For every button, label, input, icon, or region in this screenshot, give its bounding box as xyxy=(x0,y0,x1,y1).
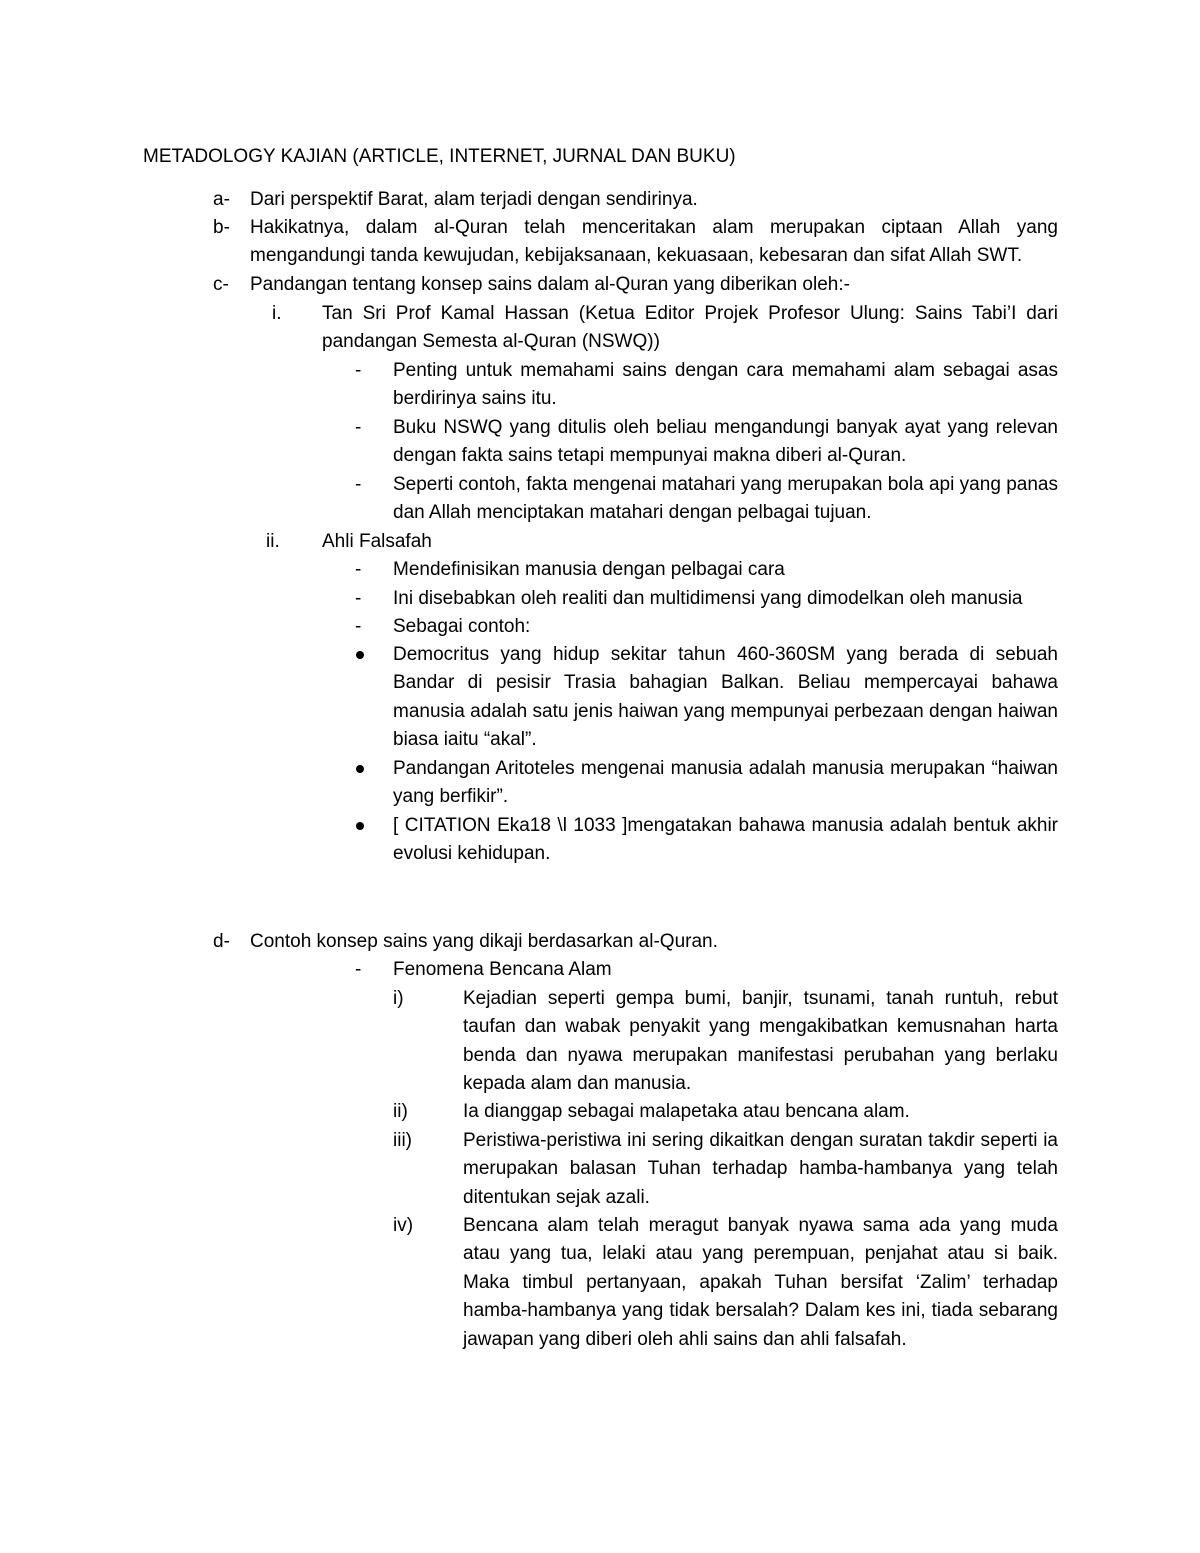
numbered-text: Peristiwa-peristiwa ini sering dikaitkan dengan suratan takdir seperti ia merupakan balasan Tuhan terhadap hamba-hambanya yang telah ditentukan sejak azali. xyxy=(463,1130,1058,1208)
bullet-dot-icon xyxy=(356,822,364,830)
numbered-marker: iii) xyxy=(393,1130,412,1151)
point-text: Mendefinisikan manusia dengan pelbagai cara xyxy=(393,559,785,580)
dash-marker: - xyxy=(355,616,362,637)
sub-item-marker: i. xyxy=(272,303,282,324)
item-marker: c- xyxy=(213,274,229,295)
numbered-marker: ii) xyxy=(393,1101,408,1122)
numbered-marker: i) xyxy=(393,988,404,1009)
numbered-text: Bencana alam telah meragut banyak nyawa sama ada yang muda atau yang tua, lelaki atau yang perempuan, penjahat atau si baik. Maka timbul pertanyaan, apakah Tuhan bersifat ‘Zalim’ terhadap hamba-hambanya yang tidak bersalah? Dalam kes ini, tiada sebarang jawapan yang diberi oleh ahli sains dan ahli falsafah. xyxy=(463,1215,1058,1350)
item-marker: a- xyxy=(213,189,230,210)
item-marker: d- xyxy=(213,931,230,952)
bullet-dot-icon xyxy=(356,651,364,659)
dash-marker: - xyxy=(355,959,362,980)
numbered-marker: iv) xyxy=(393,1215,414,1236)
dash-marker: - xyxy=(355,360,362,381)
item-text: Dari perspektif Barat, alam terjadi dengan sendirinya. xyxy=(250,189,698,210)
sub-item-text: Ahli Falsafah xyxy=(322,531,432,552)
point-text: Sebagai contoh: xyxy=(393,616,531,637)
item-text: Pandangan tentang konsep sains dalam al-Quran yang diberikan oleh:- xyxy=(250,274,850,295)
dash-marker: - xyxy=(355,417,362,438)
item-marker: b- xyxy=(213,217,230,238)
document-title: METADOLOGY KAJIAN (ARTICLE, INTERNET, JURNAL DAN BUKU) xyxy=(143,146,736,167)
point-text: Buku NSWQ yang ditulis oleh beliau mengandungi banyak ayat yang relevan dengan fakta sains tetapi mempunyai makna diberi al-Quran. xyxy=(393,417,1058,467)
numbered-text: Ia dianggap sebagai malapetaka atau bencana alam. xyxy=(463,1101,910,1122)
dash-marker: - xyxy=(355,559,362,580)
point-text: Pandangan Aritoteles mengenai manusia adalah manusia merupakan “haiwan yang berfikir”. xyxy=(393,758,1058,808)
sub-item-text: Tan Sri Prof Kamal Hassan (Ketua Editor Projek Profesor Ulung: Sains Tabi’I dari pandangan Semesta al-Quran (NSWQ)) xyxy=(322,303,1058,353)
topic-text: Fenomena Bencana Alam xyxy=(393,959,612,980)
dash-marker: - xyxy=(355,474,362,495)
point-text: Penting untuk memahami sains dengan cara memahami alam sebagai asas berdirinya sains itu. xyxy=(393,360,1058,410)
dash-marker: - xyxy=(355,588,362,609)
sub-item-marker: ii. xyxy=(266,531,280,552)
point-text: [ CITATION Eka18 \l 1033 ]mengatakan bahawa manusia adalah bentuk akhir evolusi kehidupan. xyxy=(393,815,1058,865)
point-text: Democritus yang hidup sekitar tahun 460-360SM yang berada di sebuah Bandar di pesisir Trasia bahagian Balkan. Beliau mempercayai bahawa manusia adalah satu jenis haiwan yang mempunyai perbezaan dengan haiwan biasa iaitu “akal”. xyxy=(393,644,1058,751)
item-text: Hakikatnya, dalam al-Quran telah menceritakan alam merupakan ciptaan Allah yang mengandungi tanda kewujudan, kebijaksanaan, kekuasaan, kebesaran dan sifat Allah SWT. xyxy=(250,217,1058,267)
point-text: Seperti contoh, fakta mengenai matahari yang merupakan bola api yang panas dan Allah menciptakan matahari dengan pelbagai tujuan. xyxy=(393,474,1058,524)
item-text: Contoh konsep sains yang dikaji berdasarkan al-Quran. xyxy=(250,931,718,952)
numbered-text: Kejadian seperti gempa bumi, banjir, tsunami, tanah runtuh, rebut taufan dan wabak penyakit yang mengakibatkan kemusnahan harta benda dan nyawa merupakan manifestasi perubahan yang berlaku kepada alam dan manusia. xyxy=(463,988,1058,1095)
bullet-dot-icon xyxy=(356,765,364,773)
point-text: Ini disebabkan oleh realiti dan multidimensi yang dimodelkan oleh manusia xyxy=(393,588,1023,609)
